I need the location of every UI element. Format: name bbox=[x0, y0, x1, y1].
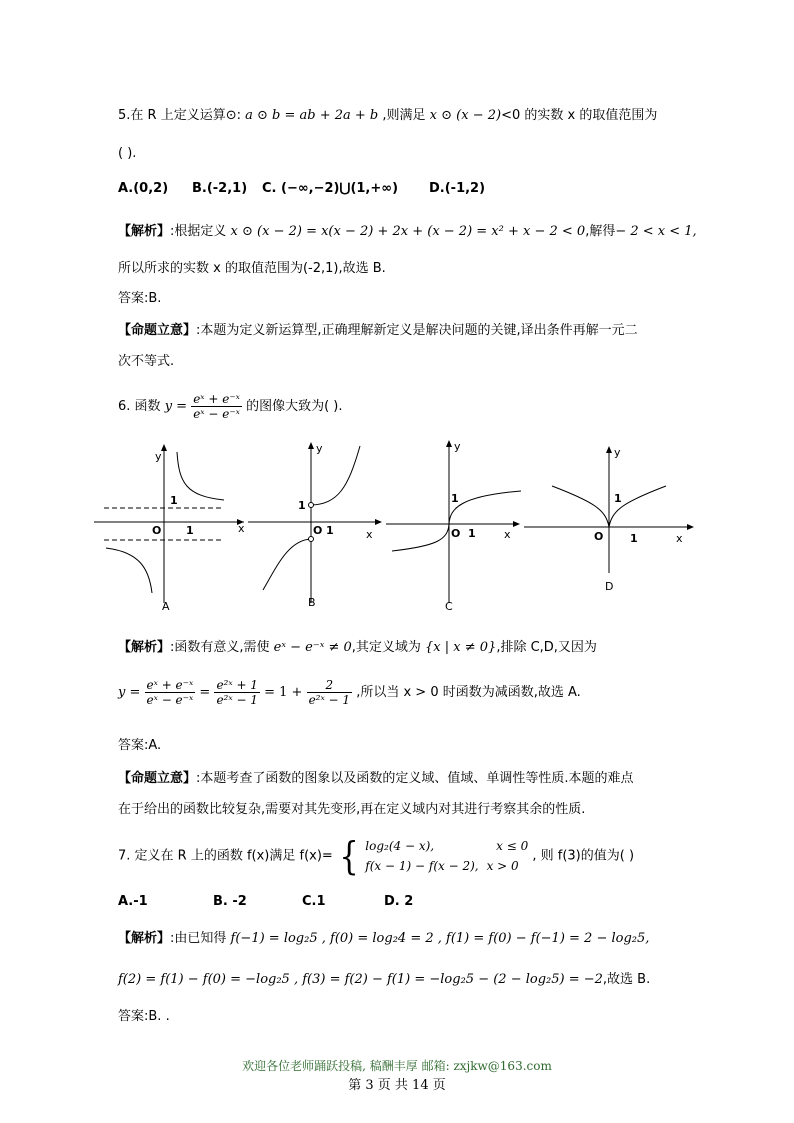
q5-prefix: 5.在 R 上定义运算⊙: bbox=[118, 108, 241, 123]
q7-case2-row bbox=[365, 856, 528, 876]
graph-c-origin: O bbox=[451, 527, 461, 540]
footer-page-number: 第 3 页 共 14 页 bbox=[348, 1078, 446, 1093]
q5-option-d: D.(-1,2) bbox=[429, 181, 486, 196]
a6-frac2 bbox=[214, 679, 260, 706]
graph-c bbox=[386, 438, 526, 616]
q5-option-c: C. (−∞,−2)⋃(1,+∞) bbox=[262, 181, 399, 196]
a6-intent-line2: 在于给出的函数比较复杂,需要对其先变形,再在定义域内对其进行考察其余的性质. bbox=[118, 802, 586, 817]
graph-d-x-arrow bbox=[687, 524, 694, 530]
a6-line2 bbox=[118, 679, 581, 706]
a6-frac2-den: e²ˣ − 1 bbox=[216, 693, 258, 707]
q5-definition: a ⊙ b = ab + 2a + b bbox=[245, 108, 379, 123]
graph-b-y-label: y bbox=[316, 442, 323, 455]
a6-frac3-num: 2 bbox=[307, 679, 353, 693]
a6-frac2-num: e²ˣ + 1 bbox=[216, 678, 258, 692]
a6-frac3-den: e²ˣ − 1 bbox=[308, 693, 351, 707]
graph-c-curve-left bbox=[392, 524, 449, 551]
graph-c-one-x: 1 bbox=[468, 527, 476, 540]
graph-c-y-label: y bbox=[454, 440, 461, 453]
q6-frac-den: eˣ − e⁻ˣ bbox=[193, 407, 240, 421]
q5-paren: ( ). bbox=[118, 146, 137, 161]
graph-a-y-arrow bbox=[161, 444, 167, 451]
q7-case2-cond: x > 0 bbox=[486, 859, 519, 873]
a6-intent-line1 bbox=[118, 772, 634, 785]
a6-l1-mid: ,其定义域为 bbox=[351, 640, 421, 655]
a6-eq: = bbox=[199, 685, 211, 700]
q6-y: y = bbox=[164, 399, 188, 414]
graph-b-x-arrow bbox=[375, 519, 382, 525]
graph-d-x-label: x bbox=[676, 532, 683, 545]
graph-a-one-x: 1 bbox=[186, 524, 194, 537]
graph-a-curve-right bbox=[177, 452, 224, 500]
q7-option-c: C.1 bbox=[302, 894, 326, 909]
graph-a-x-label: x bbox=[238, 522, 245, 535]
a5-l1-pre: :根据定义 bbox=[170, 224, 227, 239]
q6-frac-num: eˣ + e⁻ˣ bbox=[193, 392, 240, 406]
graph-c-y-arrow bbox=[446, 440, 452, 447]
q5-mid: ,则满足 bbox=[382, 108, 426, 123]
graph-b-label: B bbox=[308, 596, 316, 609]
graph-c-x-arrow bbox=[513, 521, 520, 527]
graph-a-label: A bbox=[162, 600, 170, 613]
q5-option-a: A.(0,2) bbox=[118, 181, 169, 196]
a5-intent-line2: 次不等式. bbox=[118, 354, 175, 369]
q5-stem bbox=[118, 109, 657, 122]
a7-l2-end: ,故选 B. bbox=[602, 972, 651, 987]
graph-b-origin: O bbox=[313, 524, 323, 537]
a7-answer: 答案:B. . bbox=[118, 1009, 170, 1024]
graph-d-curve-left bbox=[552, 486, 609, 527]
a6-frac1 bbox=[145, 679, 196, 706]
graph-d-y-label: y bbox=[614, 446, 621, 459]
a5-l1-range: − 2 < x < 1, bbox=[615, 224, 697, 239]
q7-case1: log₂(4 − x), bbox=[365, 839, 435, 853]
a6-intent-tag: 【命题立意】 bbox=[118, 771, 197, 786]
graph-c-one-y: 1 bbox=[451, 492, 459, 505]
graph-b bbox=[248, 438, 388, 613]
graph-d bbox=[524, 438, 699, 598]
a6-l2-end: ,所以当 x > 0 时函数为减函数,故选 A. bbox=[356, 685, 581, 700]
graph-b-x-label: x bbox=[366, 528, 373, 541]
a6-l1-set: {x | x ≠ 0} bbox=[425, 640, 497, 655]
q6-stem bbox=[118, 393, 343, 420]
a5-l1-math: x ⊙ (x − 2) = x(x − 2) + 2x + (x − 2) = x² + x − 2 < 0 bbox=[230, 224, 586, 239]
graph-d-y-arrow bbox=[606, 446, 612, 453]
graph-d-label: D bbox=[605, 580, 614, 593]
a6-eq2: = 1 + bbox=[264, 685, 303, 700]
graph-b-one-y: 1 bbox=[298, 499, 306, 512]
a7-tag: 【解析】 bbox=[118, 931, 171, 946]
a5-line1 bbox=[118, 225, 697, 238]
a6-l1-end: ,排除 C,D,又因为 bbox=[496, 640, 597, 655]
q6-prefix: 6. 函数 bbox=[118, 399, 161, 414]
graph-c-label: C bbox=[445, 600, 453, 613]
a6-l1-math: eˣ − e⁻ˣ ≠ 0 bbox=[273, 640, 352, 655]
q7-prefix: 7. 定义在 R 上的函数 f(x)满足 f(x)= bbox=[118, 848, 333, 864]
a6-y: y = bbox=[118, 685, 141, 700]
a5-intent-text: :本题为定义新运算型,正确理解新定义是解决问题的关键,译出条件再解一元二 bbox=[196, 323, 638, 338]
a5-answer: 答案:B. bbox=[118, 291, 162, 306]
q7-option-a: A.-1 bbox=[118, 894, 148, 909]
q5-condition: x ⊙ (x − 2) bbox=[429, 108, 502, 123]
graph-b-one-x: 1 bbox=[326, 524, 334, 537]
q7-option-d: D. 2 bbox=[384, 894, 414, 909]
q7-case1-row bbox=[365, 836, 528, 856]
a7-l2-math: f(2) = f(1) − f(0) = −log₂5 , f(3) = f(2) − f(1) = −log₂5 − (2 − log₂5) = −2 bbox=[118, 972, 603, 987]
q7-cases bbox=[365, 836, 528, 876]
a5-intent-tag: 【命题立意】 bbox=[118, 323, 197, 338]
q7-case2: f(x − 1) − f(x − 2), bbox=[365, 859, 479, 873]
a6-l1-pre: :函数有意义,需使 bbox=[170, 640, 270, 655]
graph-a-y-label: y bbox=[155, 450, 162, 463]
a6-answer: 答案:A. bbox=[118, 738, 162, 753]
graph-b-open-point-bottom bbox=[309, 537, 314, 542]
q7-brace: { bbox=[339, 834, 359, 878]
q5-condition-tail: <0 bbox=[501, 108, 521, 123]
a5-l1-mid: ,解得 bbox=[585, 224, 616, 239]
a6-frac3 bbox=[307, 679, 353, 706]
a7-l1-pre: :由已知得 bbox=[170, 931, 227, 946]
q6-suffix: 的图像大致为( ). bbox=[246, 399, 343, 414]
graph-b-open-point-top bbox=[309, 503, 314, 508]
graph-a-curve-left bbox=[106, 548, 152, 593]
q7-suffix: , 则 f(3)的值为( ) bbox=[532, 848, 635, 864]
q7-stem bbox=[118, 836, 634, 876]
graph-a-origin: O bbox=[152, 524, 162, 537]
a5-intent-line1 bbox=[118, 324, 638, 337]
graph-d-origin: O bbox=[594, 530, 604, 543]
a6-tag: 【解析】 bbox=[118, 640, 171, 655]
q7-option-b: B. -2 bbox=[213, 894, 247, 909]
graph-b-curve-left bbox=[263, 539, 311, 590]
graph-a-one-y: 1 bbox=[170, 494, 178, 507]
graph-a bbox=[94, 438, 249, 613]
graph-c-x-label: x bbox=[504, 528, 511, 541]
a5-line2: 所以所求的实数 x 的取值范围为(-2,1),故选 B. bbox=[118, 261, 386, 276]
a6-frac1-den: eˣ − e⁻ˣ bbox=[146, 693, 194, 707]
a6-line1 bbox=[118, 641, 597, 654]
a6-intent-text: :本题考查了函数的图象以及函数的定义域、值域、单调性等性质.本题的难点 bbox=[196, 771, 634, 786]
a7-l1-math: f(−1) = log₂5 , f(0) = log₂4 = 2 , f(1) = f(0) − f(−1) = 2 − log₂5, bbox=[230, 931, 650, 946]
a7-line1 bbox=[118, 932, 649, 945]
q5-option-b: B.(-2,1) bbox=[192, 181, 248, 196]
graph-d-one-y: 1 bbox=[614, 492, 622, 505]
a7-line2 bbox=[118, 973, 650, 986]
q5-suffix: 的实数 x 的取值范围为 bbox=[524, 108, 658, 123]
graph-c-curve-right bbox=[449, 491, 521, 524]
q6-fraction bbox=[191, 393, 242, 420]
footer-contribute-note: 欢迎各位老师踊跃投稿, 稿酬丰厚 邮箱: zxjkw@163.com bbox=[242, 1059, 552, 1073]
a5-tag: 【解析】 bbox=[118, 224, 171, 239]
graph-b-y-arrow bbox=[308, 442, 314, 449]
a6-frac1-num: eˣ + e⁻ˣ bbox=[146, 678, 194, 692]
q7-case1-cond: x ≤ 0 bbox=[496, 839, 529, 853]
graph-d-one-x: 1 bbox=[630, 532, 638, 545]
